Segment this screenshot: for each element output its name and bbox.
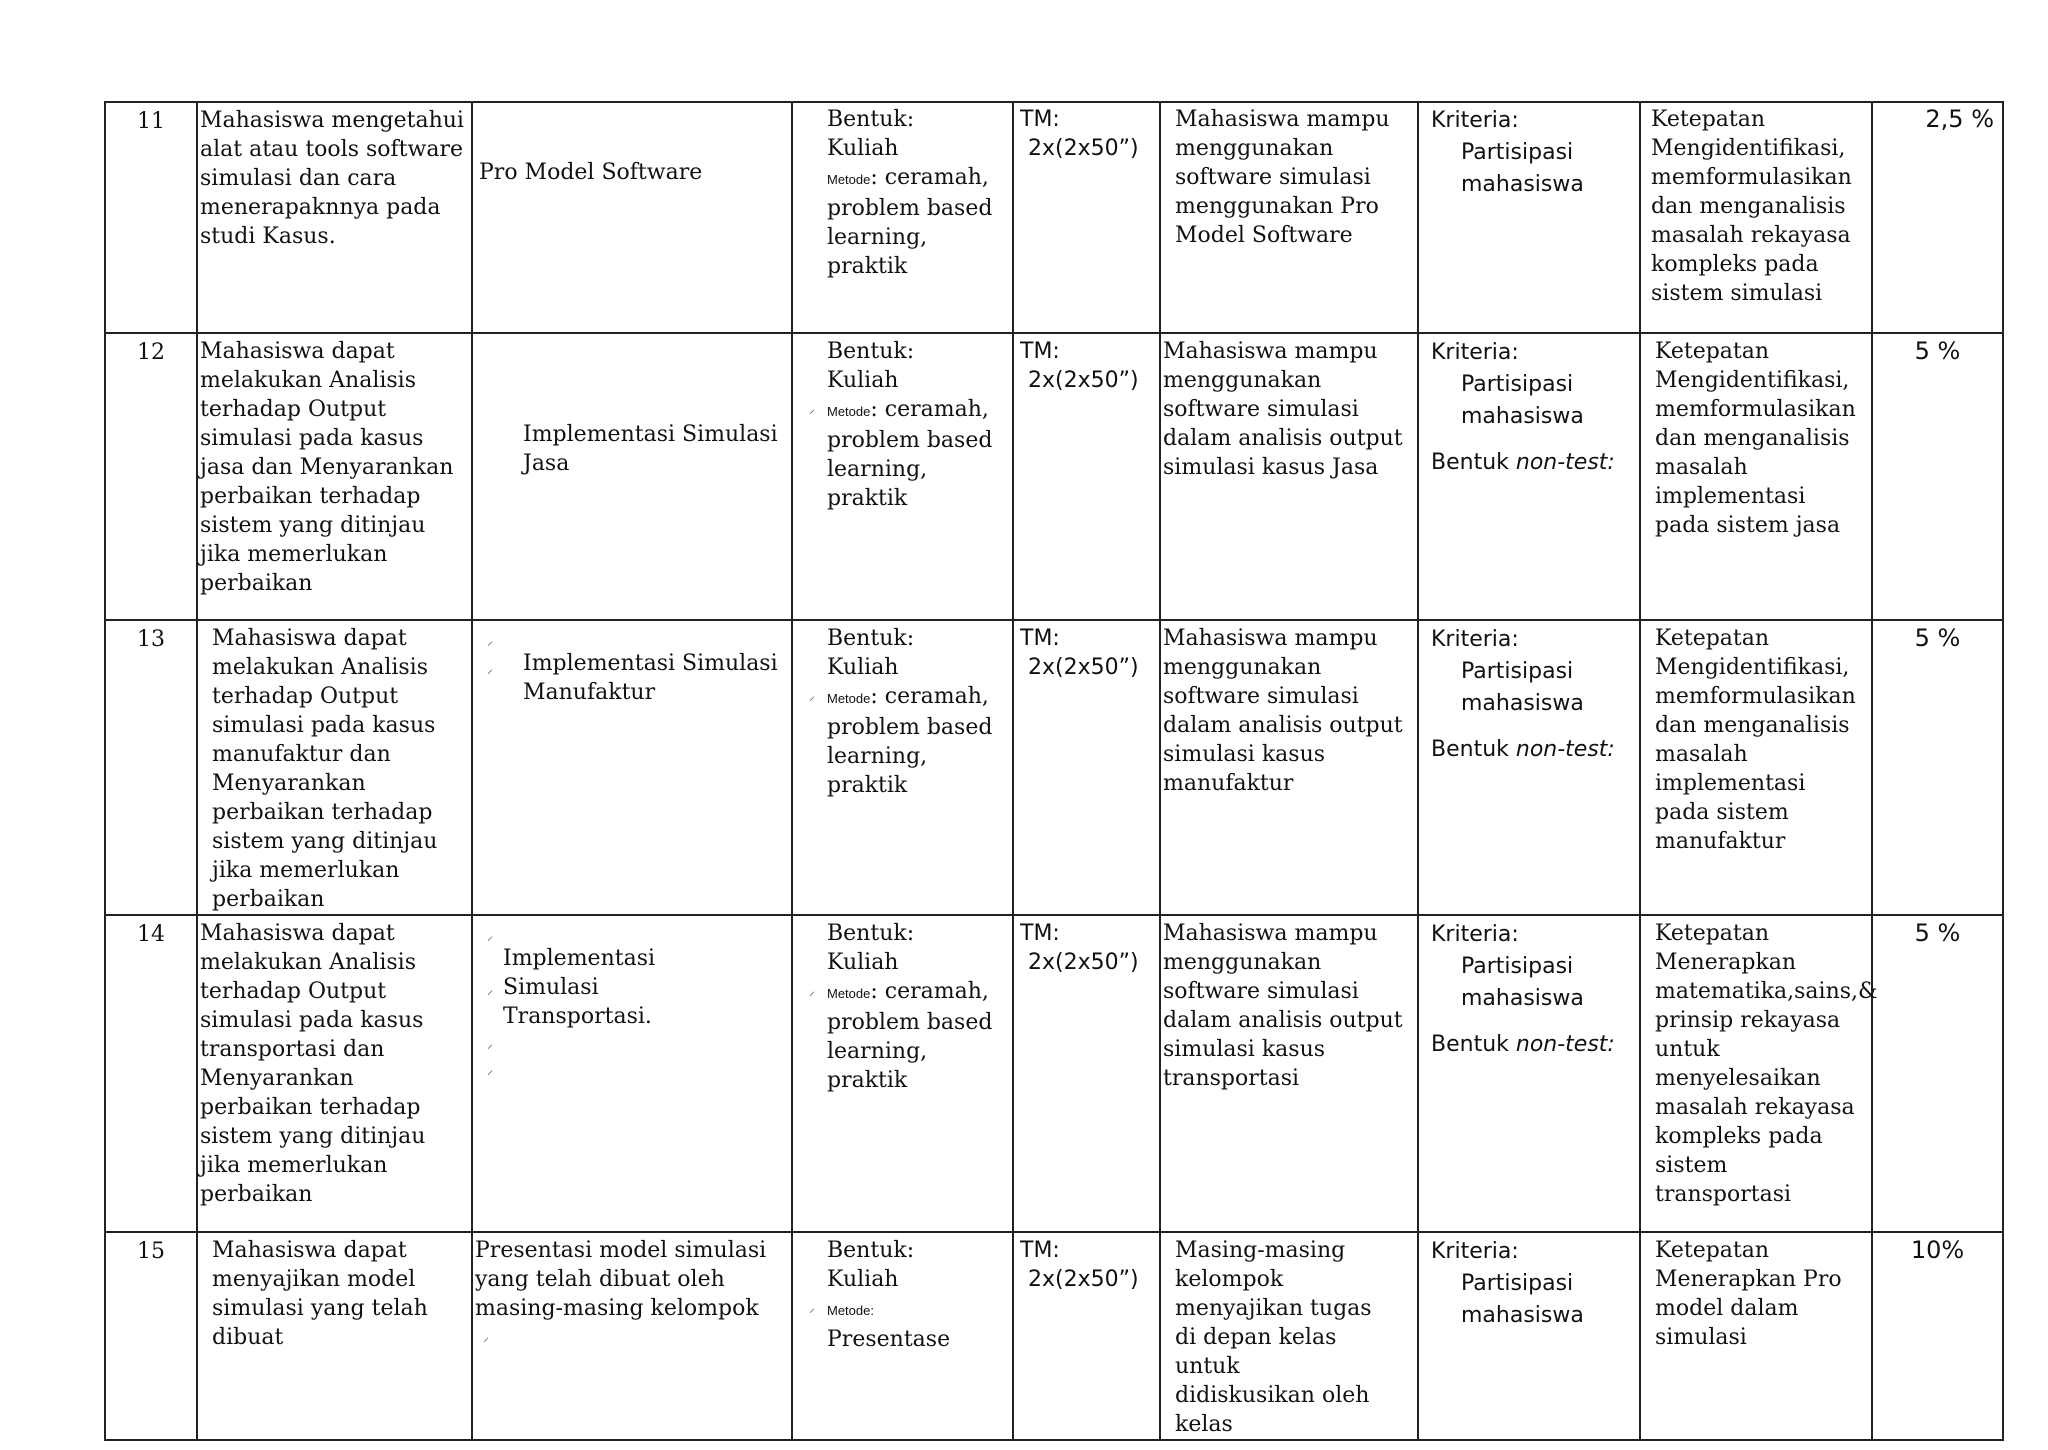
table-row — [105, 620, 2003, 915]
metode-cell — [792, 915, 1013, 1232]
bentuk-label: Bentuk: — [827, 921, 915, 946]
bentuk-value: Kuliah — [827, 950, 899, 975]
table-row — [105, 1232, 2003, 1440]
waktu-label: TM: — [1020, 921, 1060, 946]
metode-label: Metode — [827, 691, 871, 706]
kemampuan-cell: Mahasiswa dapat menyajikan model simulasi yang telah dibuat — [197, 1232, 472, 1440]
ketepatan-cell: Ketepatan Mengidentifikasi, memformulasikan dan menganalisis masalah rekayasa kompleks pada sistem simulasi — [1640, 102, 1872, 333]
table-row — [105, 915, 2003, 1232]
bobot-cell: 2,5 % — [1872, 102, 2003, 333]
ketepatan-cell: Ketepatan Menerapkan Pro model dalam simulasi — [1640, 1232, 1872, 1440]
materi-cell: ⸝ ⸝ Implementasi Simulasi Manufaktur — [472, 620, 792, 915]
metode-value: : ceramah, problem based learning, praktik — [827, 979, 993, 1093]
kriteria-cell — [1418, 333, 1640, 620]
kriteria-value: Partisipasi mahasiswa — [1461, 954, 1584, 1011]
kriteria-label: Kriteria: — [1431, 922, 1519, 947]
bobot-cell: 10% — [1872, 1232, 2003, 1440]
ketepatan-cell: Ketepatan Mengidentifikasi, memformulasikan dan menganalisis masalah implementasi pada sistem jasa — [1640, 333, 1872, 620]
kemampuan-cell: Mahasiswa dapat melakukan Analisis terhadap Output simulasi pada kasus transportasi dan Menyarankan perbaikan terhadap sistem yang ditinjau jika memerlukan perbaikan — [197, 915, 472, 1232]
materi-cell: Pro Model Software — [472, 102, 792, 333]
kriteria-cell — [1418, 620, 1640, 915]
bullet-icon: ⸝ — [487, 929, 494, 943]
waktu-value: 2x(2x50”) — [1028, 655, 1139, 680]
waktu-label: TM: — [1020, 1238, 1060, 1263]
bullet-icon: ⸝ — [809, 689, 816, 703]
metode-label: Metode — [827, 1303, 871, 1318]
waktu-cell — [1013, 620, 1160, 915]
metode-value: : — [870, 1303, 874, 1318]
bobot-cell: 5 % — [1872, 915, 2003, 1232]
bentuk-label: Bentuk: — [827, 626, 915, 651]
ketepatan-cell: Ketepatan Menerapkan matematika,sains,& prinsip rekayasa untuk menyelesaikan masalah rekayasa kompleks pada sistem transportasi — [1640, 915, 1872, 1232]
table-row — [105, 333, 2003, 620]
kemampuan-cell: Mahasiswa dapat melakukan Analisis terhadap Output simulasi pada kasus jasa dan Menyarankan perbaikan terhadap sistem yang ditinjau jika memerlukan perbaikan — [197, 333, 472, 620]
bullet-icon: ⸝ — [487, 634, 494, 648]
waktu-cell — [1013, 102, 1160, 333]
indikator-cell: Mahasiswa mampu menggunakan software simulasi menggunakan Pro Model Software — [1160, 102, 1418, 333]
metode-cell — [792, 333, 1013, 620]
metode-value: : ceramah, problem based learning, praktik — [827, 397, 993, 511]
kriteria-cell — [1418, 915, 1640, 1232]
bobot-cell: 5 % — [1872, 620, 2003, 915]
week-number: 15 — [105, 1232, 197, 1440]
kemampuan-cell: Mahasiswa dapat melakukan Analisis terhadap Output simulasi pada kasus manufaktur dan Menyarankan perbaikan terhadap sistem yang ditinjau jika memerlukan perbaikan — [197, 620, 472, 915]
table-row — [105, 102, 2003, 333]
metode-value: : ceramah, problem based learning, praktik — [827, 684, 993, 798]
waktu-value: 2x(2x50”) — [1028, 1267, 1139, 1292]
waktu-value: 2x(2x50”) — [1028, 368, 1139, 393]
kriteria-label: Kriteria: — [1431, 340, 1519, 365]
waktu-label: TM: — [1020, 626, 1060, 651]
bullet-icon: ⸝ — [809, 1301, 816, 1315]
waktu-value: 2x(2x50”) — [1028, 950, 1139, 975]
indikator-cell: Mahasiswa mampu menggunakan software simulasi dalam analisis output simulasi kasus Jasa — [1160, 333, 1418, 620]
materi-cell: Implementasi Simulasi Jasa — [472, 333, 792, 620]
kriteria-label: Kriteria: — [1431, 1239, 1519, 1264]
kriteria-label: Kriteria: — [1431, 108, 1519, 133]
bullet-icon: ⸝ — [809, 402, 816, 416]
indikator-cell: Mahasiswa mampu menggunakan software simulasi dalam analisis output simulasi kasus manufaktur — [1160, 620, 1418, 915]
nontest-line: Bentuk non-test: — [1431, 1032, 1615, 1057]
bullet-icon: ⸝ — [487, 1063, 494, 1077]
kriteria-value: Partisipasi mahasiswa — [1461, 372, 1584, 429]
metode-label: Metode — [827, 986, 871, 1001]
bentuk-label: Bentuk: — [827, 339, 915, 364]
waktu-value: 2x(2x50”) — [1028, 136, 1139, 161]
kriteria-value: Partisipasi mahasiswa — [1461, 659, 1584, 716]
materi-cell: ⸝ ⸝ ⸝ ⸝ Implementasi Simulasi Transportasi. — [472, 915, 792, 1232]
nontest-line: Bentuk non-test: — [1431, 737, 1615, 762]
metode-extra: Presentase — [827, 1327, 951, 1352]
bullet-icon: ⸝ — [487, 1037, 494, 1051]
indikator-cell: Masing-masing kelompok menyajikan tugas di depan kelas untuk didiskusikan oleh kelas — [1160, 1232, 1418, 1440]
waktu-cell — [1013, 1232, 1160, 1440]
bullet-icon: ⸝ — [809, 984, 816, 998]
kriteria-cell — [1418, 102, 1640, 333]
bobot-cell: 5 % — [1872, 333, 2003, 620]
week-number: 12 — [105, 333, 197, 620]
nontest-line: Bentuk non-test: — [1431, 450, 1615, 475]
kriteria-label: Kriteria: — [1431, 627, 1519, 652]
waktu-label: TM: — [1020, 339, 1060, 364]
kriteria-value: Partisipasi mahasiswa — [1461, 140, 1584, 197]
bullet-icon: ⸝ — [487, 983, 494, 997]
bentuk-value: Kuliah — [827, 136, 899, 161]
bentuk-label: Bentuk: — [827, 107, 915, 132]
metode-cell — [792, 1232, 1013, 1440]
week-number: 11 — [105, 102, 197, 333]
bentuk-value: Kuliah — [827, 368, 899, 393]
kriteria-cell — [1418, 1232, 1640, 1440]
kriteria-value: Partisipasi mahasiswa — [1461, 1271, 1584, 1328]
kemampuan-cell: Mahasiswa mengetahui alat atau tools software simulasi dan cara menerapaknnya pada studi Kasus. — [197, 102, 472, 333]
metode-cell — [792, 620, 1013, 915]
waktu-cell — [1013, 915, 1160, 1232]
materi-cell: Presentasi model simulasi yang telah dibuat oleh masing-masing kelompok ⸝ — [472, 1232, 792, 1440]
metode-value: : ceramah, problem based learning, praktik — [827, 165, 993, 279]
bullet-icon: ⸝ — [483, 1330, 490, 1344]
indikator-cell: Mahasiswa mampu menggunakan software simulasi dalam analisis output simulasi kasus transportasi — [1160, 915, 1418, 1232]
metode-label: Metode — [827, 404, 871, 419]
waktu-label: TM: — [1020, 107, 1060, 132]
ketepatan-cell: Ketepatan Mengidentifikasi, memformulasikan dan menganalisis masalah implementasi pada sistem manufaktur — [1640, 620, 1872, 915]
metode-cell — [792, 102, 1013, 333]
bentuk-value: Kuliah — [827, 655, 899, 680]
bentuk-label: Bentuk: — [827, 1238, 915, 1263]
metode-label: Metode — [827, 172, 871, 187]
rps-table — [104, 101, 2004, 1441]
week-number: 13 — [105, 620, 197, 915]
bullet-icon: ⸝ — [487, 662, 494, 676]
bentuk-value: Kuliah — [827, 1267, 899, 1292]
waktu-cell — [1013, 333, 1160, 620]
week-number: 14 — [105, 915, 197, 1232]
